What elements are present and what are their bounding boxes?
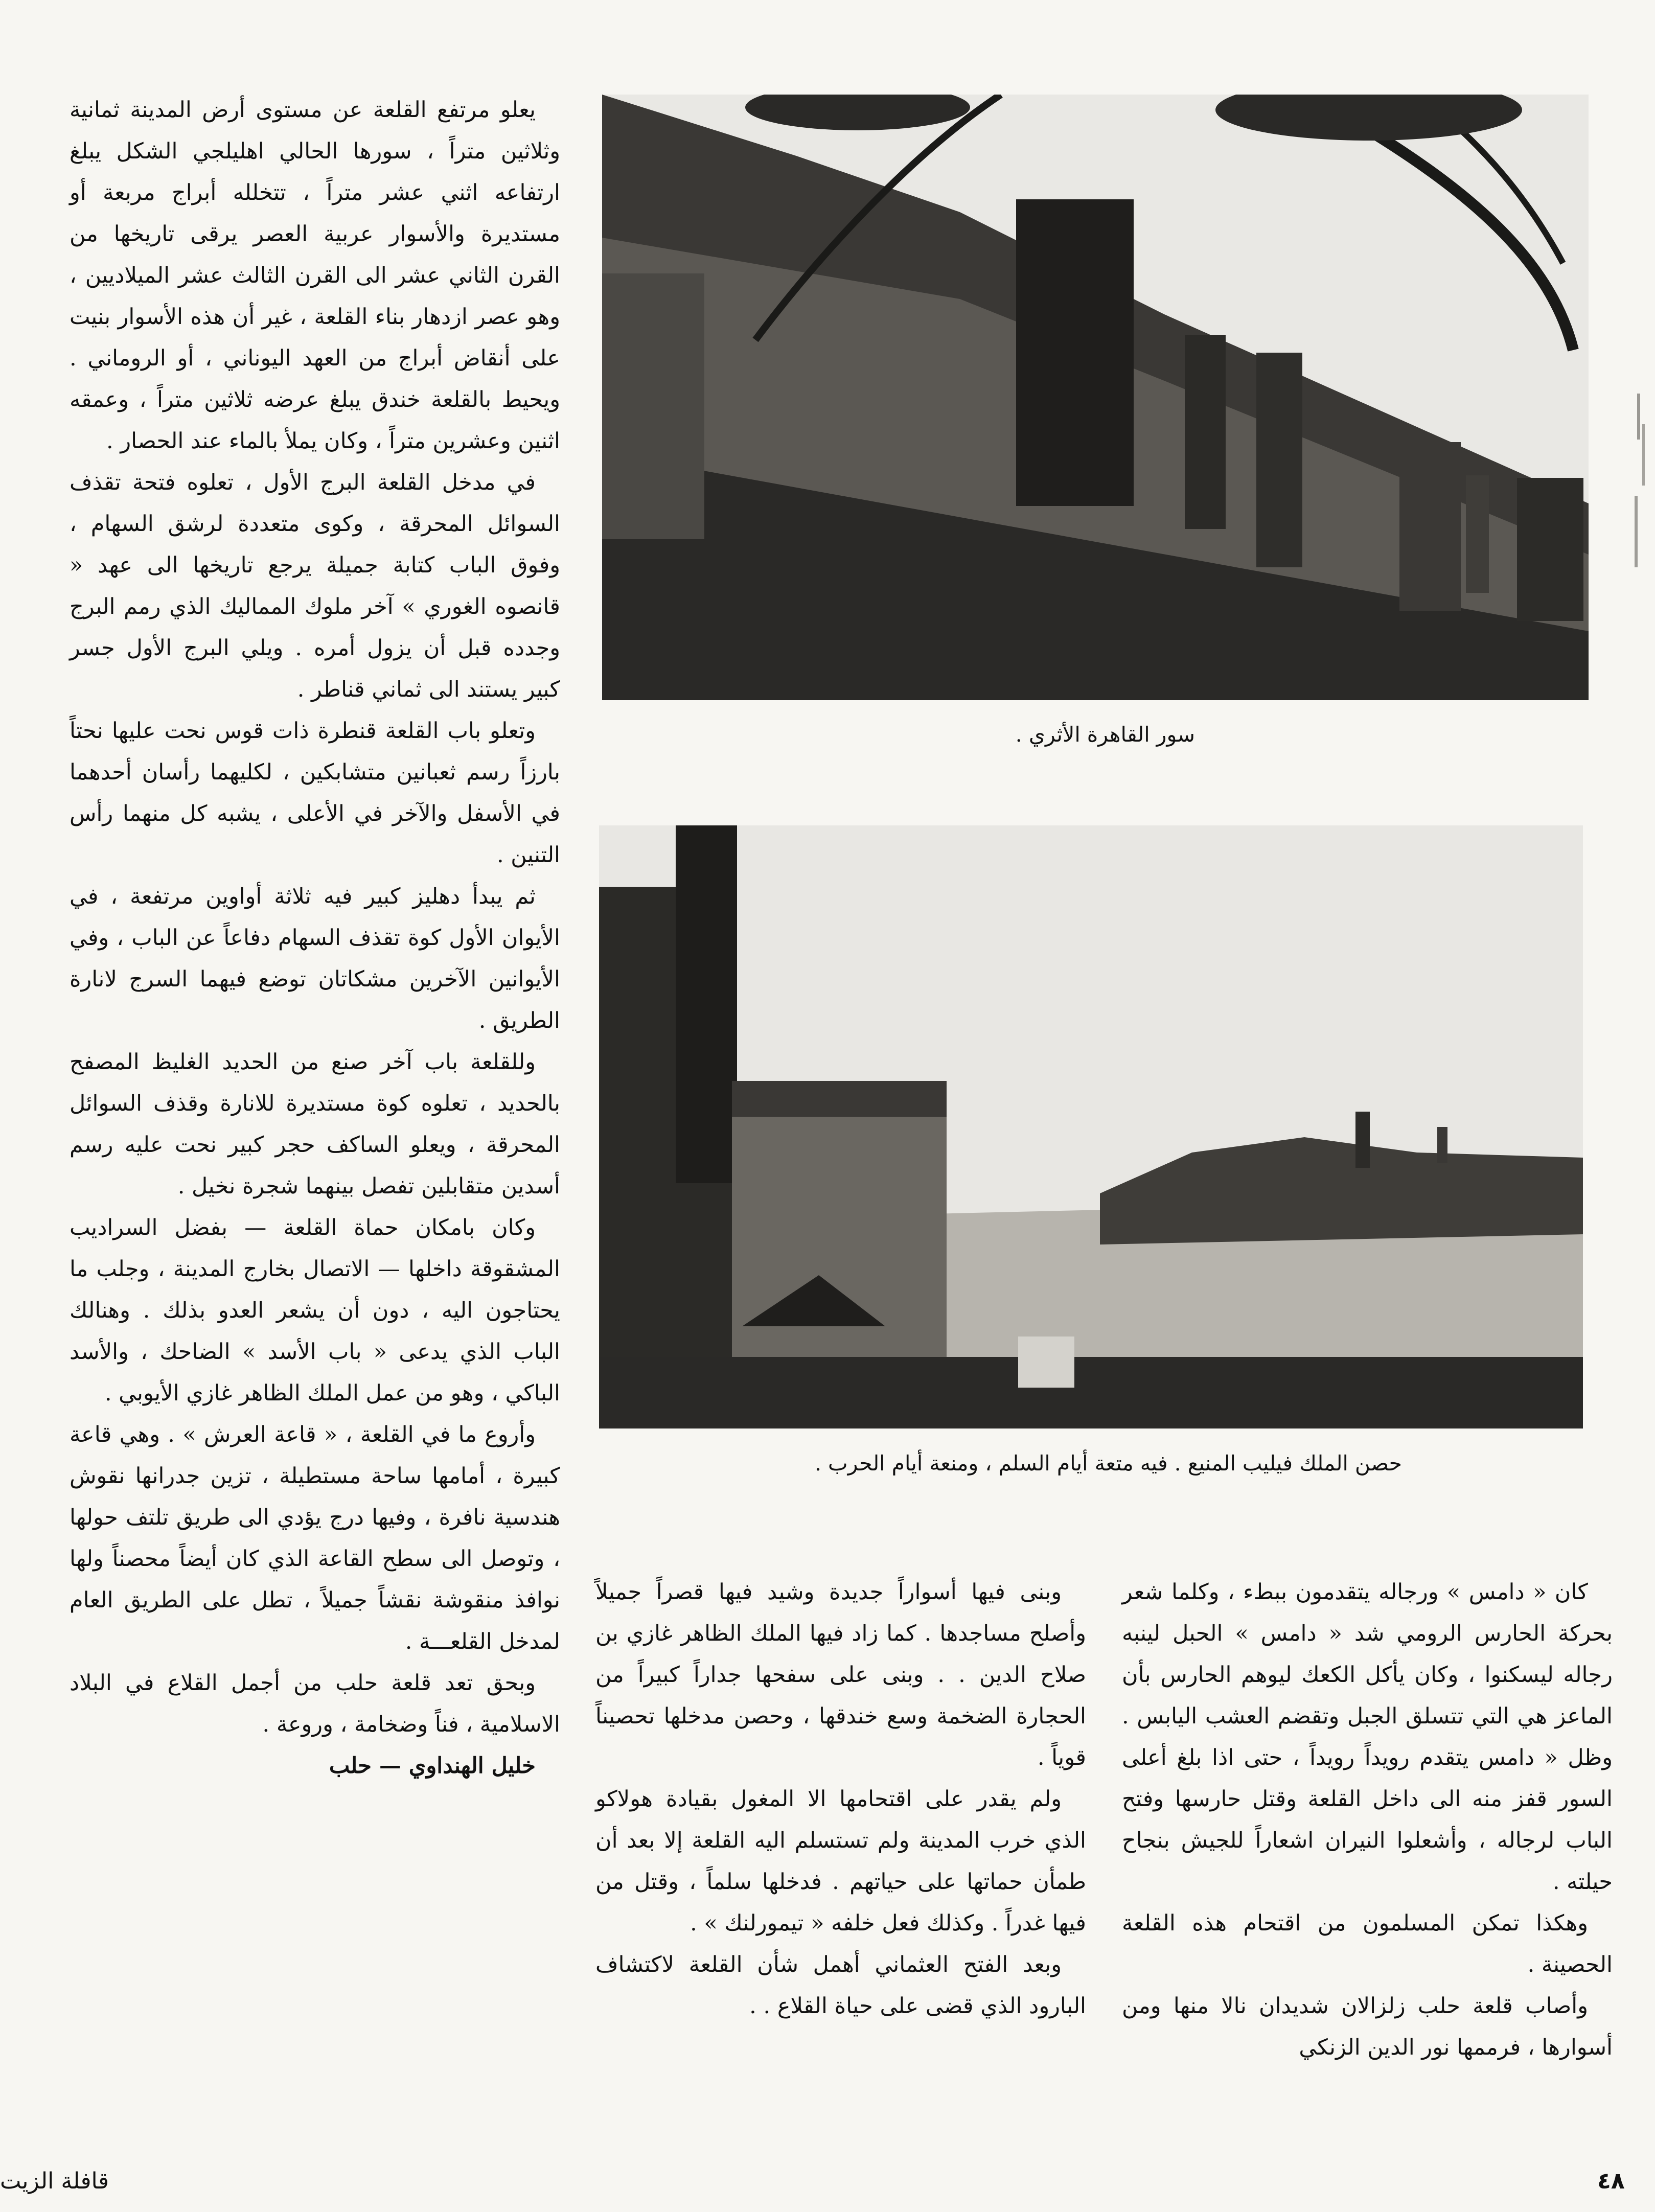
article-column-bottom-right <box>1122 1572 1613 2068</box>
article-column-main <box>70 89 560 1787</box>
paragraph: كان « دامس » ورجاله يتقدمون ببطء ، وكلما شعر بحركة الحارس الرومي شد « دامس » الحبل لينبه رجاله ليسكنوا ، وكان يأكل الكعك ليوهم الحارس بأن الماعز هي التي تتسلق الجبل وتقضم العشب اليابس . وظل « دامس يتقدم رويداً رويداً ، حتى اذا بلغ أعلى السور قفز منه الى داخل القلعة وقتل حارسها وفتح الباب لرجاله ، وأشعلوا النيران اشعاراً للجيش بنجاح حيلته . <box>1122 1579 1613 1895</box>
paragraph: وبنى فيها أسواراً جديدة وشيد فيها قصراً جميلاً وأصلح مساجدها . كما زاد فيها الملك الظاهر غازي بن صلاح الدين . . وبنى على سفحها جداراً كبيراً من الحجارة الضخمة وسع خندقها ، وحصن مدخلها تحصيناً قوياً . <box>595 1579 1086 1770</box>
paragraph: وأصاب قلعة حلب زلزالان شديدان نالا منها ومن أسوارها ، فرممها نور الدين الزنكي <box>1122 1993 1613 2060</box>
paragraph: وبعد الفتح العثماني أهمل شأن القلعة لاكتشاف البارود الذي قضى على حياة القلاع . . <box>595 1952 1086 2019</box>
paragraph: وكان بامكان حماة القلعة — بفضل السراديب المشقوقة داخلها — الاتصال بخارج المدينة ، وجلب ما يحتاجون اليه ، دون أن يشعر العدو بذلك . وهنالك الباب الذي يدعى « باب الأسد » الضاحك ، والأسد الباكي ، وهو من عمل الملك الظاهر غازي الأيوبي . <box>70 1215 560 1406</box>
paragraph: وهكذا تمكن المسلمون من اقتحام هذه القلعة الحصينة . <box>1122 1910 1613 1977</box>
margin-marks <box>1627 394 1655 598</box>
photo-cairo-wall-image <box>602 95 1589 700</box>
photo-caption-bottom: حصن الملك فيليب المنيع . فيه متعة أيام السلم ، ومنعة أيام الحرب . <box>814 1451 1402 1476</box>
magazine-name: قافلة الزيت <box>0 2168 109 2194</box>
paragraph: يعلو مرتفع القلعة عن مستوى أرض المدينة ثمانية وثلاثين متراً ، سورها الحالي اهليلجي الشكل يبلغ ارتفاعه اثني عشر متراً ، تتخلله أبراج مربعة أو مستديرة والأسوار عربية العصر يرقى تاريخها من القرن الثاني عشر الى القرن الثالث عشر الميلاديين ، وهو عصر ازدهار بناء القلعة ، غير أن هذه الأسوار بنيت على أنقاض أبراج من العهد اليوناني ، أو الروماني . ويحيط بالقلعة خندق يبلغ عرضه ثلاثين متراً ، وعمقه اثنين وعشرين متراً ، وكان يملأ بالماء عند الحصار . <box>70 97 560 454</box>
paragraph: ثم يبدأ دهليز كبير فيه ثلاثة أواوين مرتفعة ، في الأيوان الأول كوة تقذف السهام دفاعاً عن الباب ، وفي الأيوانين الآخرين مشكاتان توضع فيهما السرج لانارة الطريق . <box>70 884 560 1033</box>
paragraph: وللقلعة باب آخر صنع من الحديد الغليظ المصفح بالحديد ، تعلوه كوة مستديرة للانارة وقذف السوائل المحرقة ، ويعلو الساكف حجر كبير نحت عليه رسم أسدين متقابلين تفصل بينهما شجرة نخيل . <box>70 1049 560 1199</box>
photo-philip-fortress-image <box>599 825 1583 1428</box>
paragraph: وأروع ما في القلعة ، « قاعة العرش » . وهي قاعة كبيرة ، أمامها ساحة مستطيلة ، تزين جدرانها نقوش هندسية نافرة ، وفيها درج يؤدي الى طريق تلتف حولها ، وتوصل الى سطح القاعة الذي كان أيضاً محصناً ولها نوافذ منقوشة نقشاً جميلاً ، تطل على الطريق العام لمدخل القلعـــة . <box>70 1422 560 1654</box>
paragraph: وبحق تعد قلعة حلب من أجمل القلاع في البلاد الاسلامية ، فناً وضخامة ، وروعة . <box>70 1670 560 1737</box>
article-column-bottom-middle <box>595 1572 1086 2027</box>
paragraph: في مدخل القلعة البرج الأول ، تعلوه فتحة تقذف السوائل المحرقة ، وكوى متعددة لرشق السهام ، وفوق الباب كتابة جميلة يرجع تاريخها الى عهد « قانصوه الغوري » آخر ملوك المماليك الذي رمم البرج وجدده قبل أن يزول أمره . ويلي البرج الأول جسر كبير يستند الى ثماني قناطر . <box>70 470 560 702</box>
photo-philip-fortress <box>599 825 1583 1428</box>
paragraph: ولم يقدر على اقتحامها الا المغول بقيادة هولاكو الذي خرب المدينة ولم تستسلم اليه القلعة إلا بعد أن طمأن حماتها على حياتهم . فدخلها سلماً ، وقتل من فيها غدراً . وكذلك فعل خلفه « تيمورلنك » . <box>595 1786 1086 1936</box>
page-number: ٤٨ <box>1597 2168 1625 2194</box>
paragraph: وتعلو باب القلعة قنطرة ذات قوس نحت عليها نحتاً بارزاً رسم ثعبانين متشابكين ، لكليهما رأسان أحدهما في الأسفل والآخر في الأعلى ، يشبه كل منهما رأس التنين . <box>70 718 560 868</box>
author-signature: خليل الهنداوي — حلب <box>329 1753 536 1779</box>
photo-caption-top: سور القاهرة الأثري . <box>1015 722 1195 747</box>
photo-cairo-wall <box>602 95 1589 700</box>
